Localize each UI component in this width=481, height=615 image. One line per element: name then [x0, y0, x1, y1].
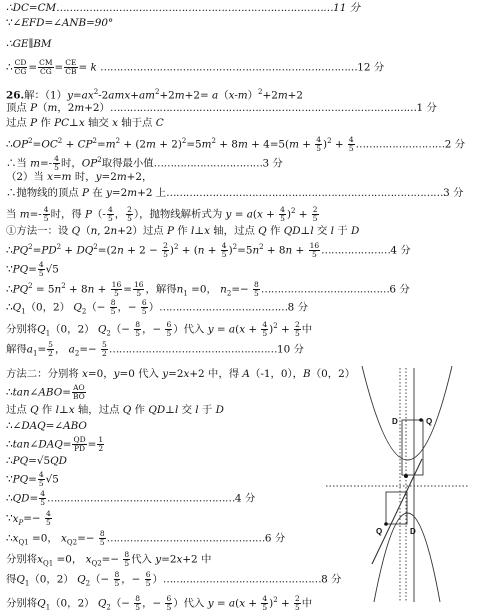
text-line: 方法二：分别将 x=0，y=0 代入 y=2x+2 中，得 A（-1，0），B（0，2）	[6, 368, 356, 380]
label-q-top: Q	[426, 417, 433, 426]
text-line: $\therefore PQ^2=PD^2 + DQ^2=(2n + 2$ − $\frac{2}{5}$ )$^2$ + (n + $\frac{4}{5}$ )$^2=5n^2 + 8n$ + $\frac{16}{5}$ …………………4 分	[6, 240, 411, 259]
text-line: 过点 Q 作 l⊥x 轴，过点 Q 作 QD⊥l 交 l 于 D	[6, 404, 224, 416]
text-line: ①方法一：设 Q（n, 2n+2）过点 P 作 l⊥x 轴，过点 Q 作 QD⊥l 交 l 于 D	[6, 225, 360, 237]
text-line: 当 m=- $\frac{4}{5}$ 时，得 P（- $\frac{4}{5}$ ， $\frac{2}{5}$ ），抛物线解析式为 y = a(x + $\frac{4}{5}$ )$^2$ + $\frac{2}{5}$	[6, 204, 318, 223]
text-line: 顶点 P（m，2m+2）…………………………………………………………………………………1 分	[6, 102, 437, 114]
text-line: （2）当 x=m 时，y=2m+2，	[6, 171, 153, 183]
point-q-bottom	[384, 522, 388, 526]
text-line: ∴ $\frac{CD}{CG}$ = $\frac{CM}{CG}$ = $\frac{CE}{CB}$ = k ……………………………………………………………………12 分	[6, 58, 385, 76]
text-line: ∴QD= $\frac{4}{5}$ …………………………………………………4 分	[6, 489, 256, 507]
text-line: $\because x_P=-$ $\frac{4}{5}$	[6, 509, 51, 527]
text-line: 分别将$x_{Q1} =0$， $x_{Q2}=-$ $\frac{8}{5}$ 代入 y=2x+2 中	[6, 550, 212, 568]
text-line: ∴当 m=- $\frac{4}{5}$ 时，$OP^2$取得最小值……………………………3 分	[6, 153, 283, 172]
text-line: 分别将$Q_1(0$，2） $Q_2(-$ $\frac{8}{5}$ ，− $\frac{6}{5}$ ）代入 y = a(x + $\frac{4}{5}$ )$^2$ + $\frac{2}{5}$ 中	[6, 593, 313, 612]
text-line: 过点 P 作 PC⊥x 轴交 x 轴于点 C	[6, 117, 164, 129]
text-line: 解得$a_1=$ $\frac{5}{2}$ ， $a_2=-$ $\frac{5}{2}$ ……………………………………………10 分	[6, 340, 304, 358]
text-line: ∴tan∠ABO= $\frac{AO}{BO}$	[6, 383, 85, 401]
text-line: 得$Q_1(0$，2） $Q_2(-$ $\frac{8}{5}$ ，− $\frac{6}{5}$ ）…………………………………………8 分	[6, 570, 342, 588]
text-line: $\therefore Q_1(0$，2） $Q_2(-$ $\frac{8}{5}$ ，− $\frac{6}{5}$ ）…………………………………8 分	[6, 298, 308, 316]
label-q-bottom: Q	[376, 527, 383, 536]
label-d-top: D	[392, 417, 398, 426]
text-line: $\therefore OP^2=OC^2 + CP^2=m^2 + (2m + 2)^2=5m^2 + 8m + 4=5(m$ + $\frac{4}{5}$ )$^2$ + $\frac{4}{5}$ ………………………2 分	[6, 134, 465, 153]
text-line: ∴抛物线的顶点 P 在 y=2m+2 上…………………………………………………………………………3 分	[6, 187, 464, 199]
text-line: ∴GE∥BM	[6, 38, 52, 50]
text-line: ∵PQ= $\frac{4}{5}$ √5	[6, 260, 59, 278]
coordinate-figure	[322, 364, 472, 604]
text-line: ∴DC=CM…………………………………………………………………………11 分	[6, 2, 361, 14]
point-p	[404, 474, 408, 478]
parabola-up	[362, 366, 452, 460]
point-q-top	[419, 418, 423, 422]
text-line: $\therefore x_{Q1} =0$， $x_{Q2}=-$ $\frac{8}{5}$ …………………………………………6 分	[6, 529, 286, 547]
parabola-down	[374, 513, 440, 602]
text-line: ∵PQ= $\frac{4}{5}$ √5	[6, 470, 59, 488]
text-line: ∵∠EFD=∠ANB=90°	[6, 17, 114, 29]
text-line: ∴tan∠DAQ= $\frac{QD}{PD}$ = $\frac{1}{2}$	[6, 435, 104, 453]
text-line: ∴PQ=√5QD	[6, 455, 67, 467]
label-d-bottom: D	[410, 527, 416, 536]
text-line: 分别将$Q_1(0$，2） $Q_2(-$ $\frac{8}{5}$ ，− $\frac{6}{5}$ ）代入 y = a(x + $\frac{4}{5}$ )$^2$ + $\frac{2}{5}$ 中	[6, 319, 313, 338]
text-line: 26.解：$(1)y=ax^2-2amx+am^2+2m+2= a(x-m)^2+2m+2$	[6, 88, 303, 102]
text-line: $\therefore PQ^2 = 5n^2 + 8n$ + $\frac{16}{5}$ = $\frac{16}{5}$ ，解得$n_1 =0$， $n_2=-$ $\frac{8}{5}$ …………………………………6 分	[6, 279, 410, 298]
text-line: ∴∠DAQ=∠ABO	[6, 420, 87, 432]
right-triangle-top	[402, 420, 423, 475]
